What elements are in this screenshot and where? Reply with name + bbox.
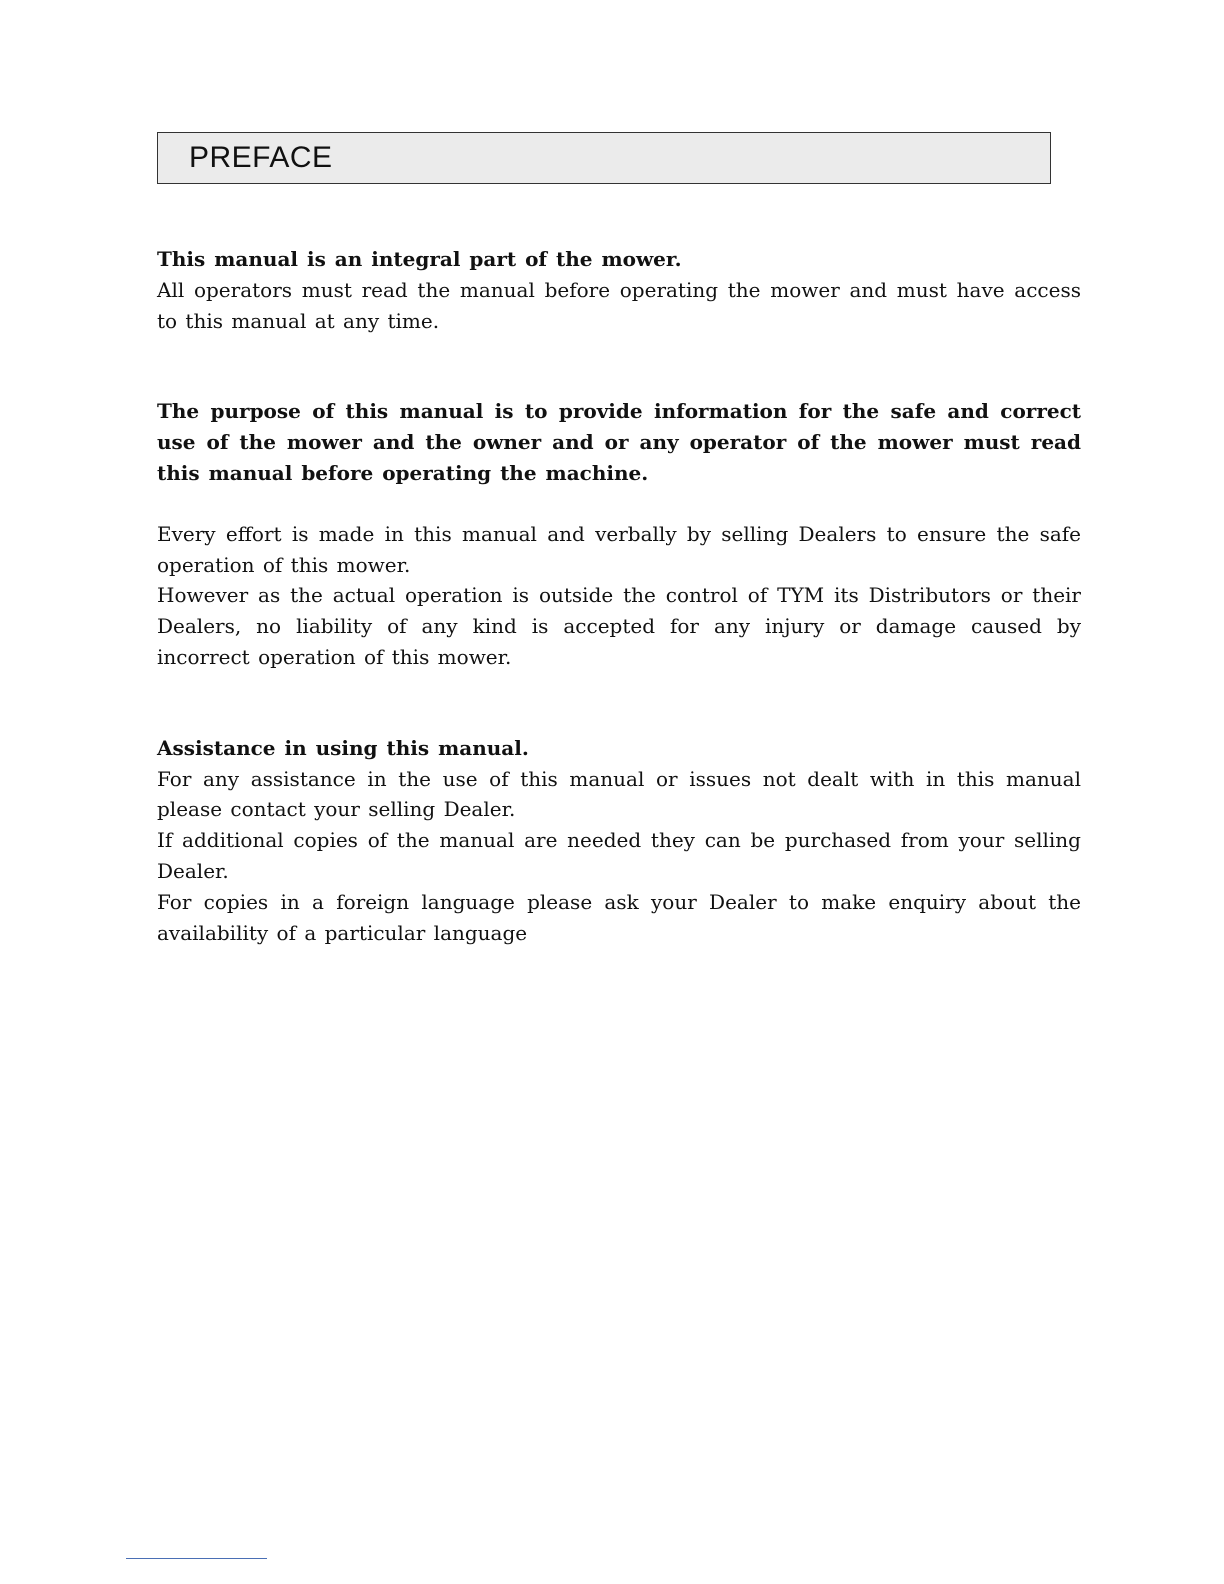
page-title: PREFACE xyxy=(189,141,333,174)
spacer xyxy=(157,489,1081,519)
section-heading: The purpose of this manual is to provide information for the safe and correct use of the mower and the owner and or any operator of the mower must read this manual before operating the machine. xyxy=(157,399,1081,485)
footer-rule xyxy=(126,1558,267,1559)
spacer xyxy=(157,336,1081,396)
paragraph: For any assistance in the use of this manual or issues not dealt with in this manual please contact your selling Dealer. xyxy=(157,766,1081,822)
paragraph: Every effort is made in this manual and verbally by selling Dealers to ensure the safe operation of this mower. xyxy=(157,521,1081,577)
section-purpose xyxy=(157,396,1081,488)
paragraph: For copies in a foreign language please ask your Dealer to make enquiry about the availability of a particular language xyxy=(157,889,1081,945)
section-assistance xyxy=(157,733,1081,949)
section-integral-part xyxy=(157,244,1081,336)
paragraph: If additional copies of the manual are needed they can be purchased from your selling Dealer. xyxy=(157,828,1081,883)
section-heading: This manual is an integral part of the mower. xyxy=(157,247,682,271)
page-title-box xyxy=(157,132,1051,184)
paragraph: However as the actual operation is outside the control of TYM its Distributors or their Dealers, no liability of any kind is accepted for any injury or damage caused by incorrect operation of this mower. xyxy=(157,583,1081,669)
paragraph: All operators must read the manual before operating the mower and must have access to this manual at any time. xyxy=(157,277,1081,333)
section-liability xyxy=(157,519,1081,673)
spacer xyxy=(157,673,1081,733)
preface-content xyxy=(157,244,1081,948)
section-heading: Assistance in using this manual. xyxy=(157,735,529,760)
